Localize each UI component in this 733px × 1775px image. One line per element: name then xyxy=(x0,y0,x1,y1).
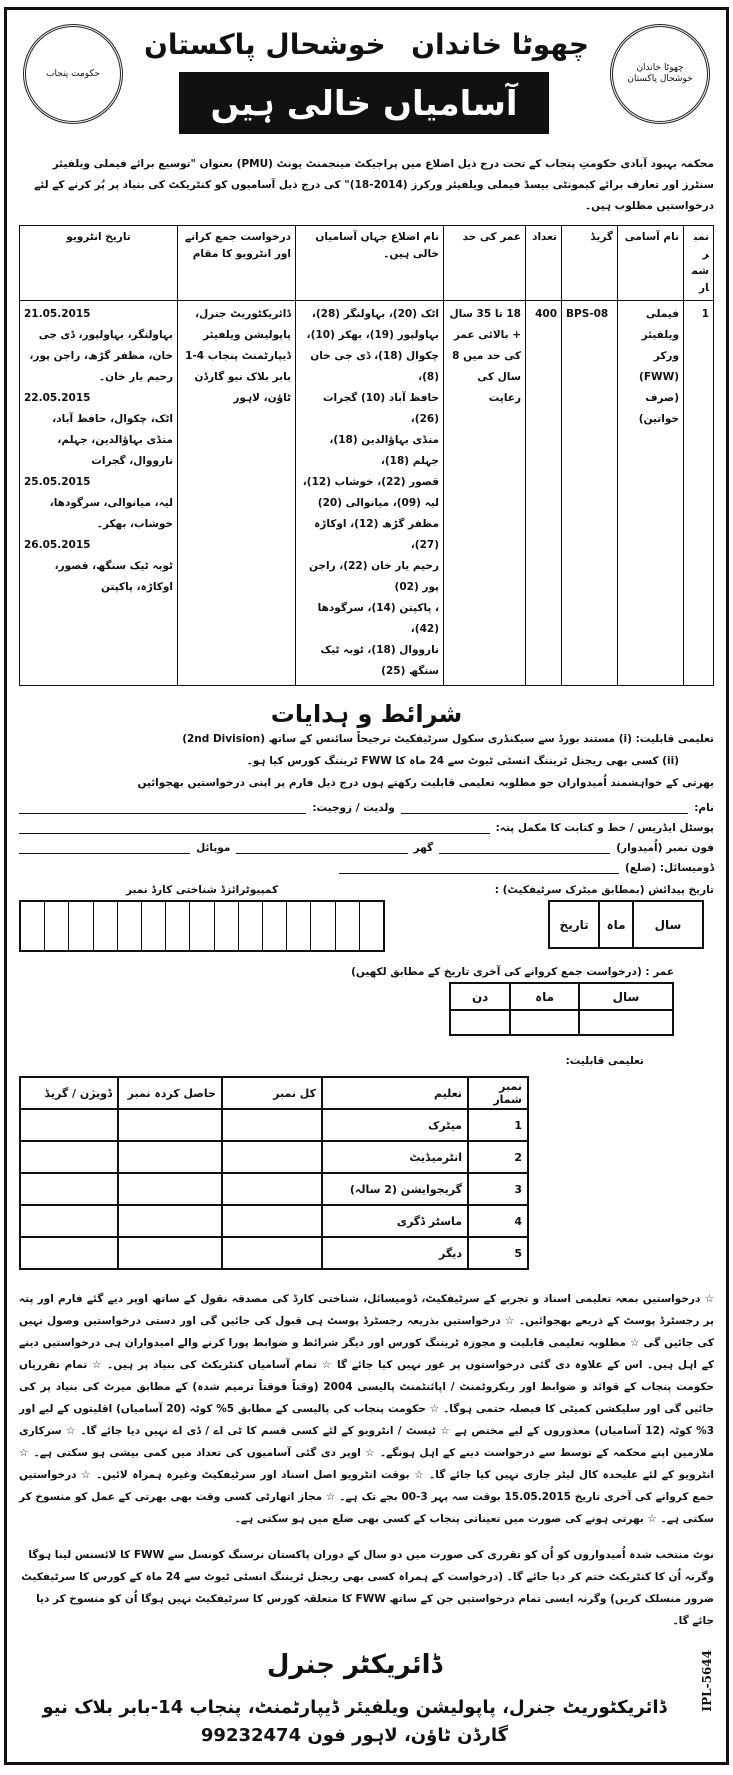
cell-location: ڈائریکٹوریٹ جنرل، پاپولیشن ویلفیئر ڈیپارٹمنٹ پنجاب 4-1 بابر بلاک نیو گارڈن ٹاؤن، لاہور xyxy=(178,301,296,686)
age-table[interactable] xyxy=(449,982,674,1036)
district-line: رحیم یار خان (22)، راجن پور (02) xyxy=(308,560,439,593)
phone-row xyxy=(19,840,714,854)
address-label: پوسٹل ایڈریس / خط و کتابت کا مکمل پتہ: xyxy=(495,822,714,834)
cnic-label: کمپیوٹرائزڈ شناختی کارڈ نمبر xyxy=(125,884,279,896)
col-obtained-marks: حاصل کردہ نمبر xyxy=(118,1077,222,1109)
education-table xyxy=(19,1076,529,1270)
cell-education: انٹرمیڈیٹ xyxy=(322,1141,468,1173)
phone-field[interactable] xyxy=(439,840,610,854)
signature: ڈائریکٹر جنرل xyxy=(266,1650,443,1680)
terms-title: شرائط و ہدایات xyxy=(270,700,463,728)
cell-districts xyxy=(296,301,444,686)
table-row[interactable] xyxy=(20,1205,528,1237)
age-year: سال xyxy=(579,983,673,1010)
interview-date: 25.05.2015 xyxy=(24,476,91,488)
dob-cnic-row xyxy=(19,884,714,952)
dob-month[interactable]: ماہ xyxy=(599,901,633,948)
home-phone-field[interactable] xyxy=(236,840,407,854)
cnic-boxes[interactable] xyxy=(19,900,385,952)
address-row xyxy=(19,820,714,834)
interview-date: 22.05.2015 xyxy=(24,392,91,404)
col-interview-date: تاریخ انٹرویو xyxy=(20,226,178,301)
signature-block xyxy=(19,1650,714,1750)
district-line: نارووال (18)، ٹوبہ ٹیک سنگھ (25) xyxy=(320,644,439,677)
col-sr: نمبر شمار xyxy=(468,1077,528,1109)
col-total-marks: کل نمبر xyxy=(222,1077,322,1109)
domicile-field[interactable] xyxy=(339,860,619,874)
table-row[interactable] xyxy=(20,1141,528,1173)
interview-districts: ٹوبہ ٹیک سنگھ، قصور، اوکاڑہ، پاکپتن xyxy=(54,560,173,593)
table-row[interactable] xyxy=(20,1109,528,1141)
home-label: گھر xyxy=(413,842,434,854)
punjab-govt-logo xyxy=(23,24,123,124)
col-education: تعلیم xyxy=(322,1077,468,1109)
father-field[interactable] xyxy=(19,800,306,814)
cell-sr: 3 xyxy=(468,1173,528,1205)
logo-text: حکومت پنجاب xyxy=(46,68,100,79)
footer-address: ڈائریکٹوریٹ جنرل، پاپولیشن ویلفیئر ڈیپارٹمنٹ، پنجاب 14-بابر بلاک نیو گارڈن ٹاؤن، لاہور فون 99232474 xyxy=(42,1697,667,1746)
mobile-field[interactable] xyxy=(19,840,190,854)
cell-count: 400 xyxy=(526,301,562,686)
district-line: منڈی بہاؤالدین (18)، جہلم (18)، xyxy=(329,434,439,467)
address-field[interactable] xyxy=(19,820,490,834)
cnic-block xyxy=(19,884,385,952)
col-division: ڈویژن / گریڈ xyxy=(20,1077,118,1109)
slogan-left: خوشحال پاکستان xyxy=(144,28,386,61)
district-line: بہاولپور (19)، بھکر (10)، xyxy=(306,329,439,341)
dob-label: تاریخ پیدائش (بمطابق میٹرک سرٹیفکیٹ) : xyxy=(494,884,714,896)
mobile-label: موبائل xyxy=(196,842,231,854)
district-line: اٹک (20)، بہاولنگر (28)، xyxy=(311,308,439,320)
dob-year[interactable]: سال xyxy=(633,901,703,948)
age-month-field[interactable] xyxy=(510,1010,579,1035)
jobs-table xyxy=(19,225,714,686)
dob-day[interactable]: تاریخ xyxy=(549,901,599,948)
cell-education: میٹرک xyxy=(322,1109,468,1141)
note-paragraph: نوٹ منتخب شدہ اُمیدواروں کو اُن کو تقرری کی صورت میں دو سال کے دوران پاکستان نرسنگ کونسل سے FWW کا لائسنس لینا ہوگا وگرنہ اُن کا کنٹریکٹ ختم کر دیا جائے گا۔ (درخواست کے ہمراہ کسی بھی ریجنل ٹریننگ انسٹی ٹیوٹ سے 24 ماہ کے کورس کا سرٹیفکیٹ ضرور منسلک کریں) وگرنہ ایسی تمام درخواستیں جن کے ساتھ FWW کا متعلقہ کورس کا سرٹیفکیٹ نہیں ہوگا اُن کو منسوخ کر دیا جائے گا۔ xyxy=(21,1549,714,1627)
table-header-row xyxy=(20,226,714,301)
interview-districts: بہاولنگر، بہاولپور، ڈی جی خان، مظفر گڑھ، راجن پور، رحیم یار خان۔ xyxy=(29,329,173,383)
dob-table[interactable] xyxy=(548,900,704,949)
interview-date: 26.05.2015 xyxy=(24,539,91,551)
district-line: چکوال (18)، ڈی جی خان (8)، xyxy=(310,350,439,383)
interview-districts: اٹک، چکوال، حافظ آباد، منڈی بہاؤالدین، جہلم، نارووال، گجرات xyxy=(52,413,173,467)
cell-sr: 2 xyxy=(468,1141,528,1173)
table-row xyxy=(20,301,714,686)
col-post: نام آسامی xyxy=(618,226,684,301)
apply-instruction: بھرتی کے خواہشمند اُمیدواران جو مطلوبہ تعلیمی قابلیت رکھتے ہوں درج ذیل فارم پر اپنی درخواستیں بھجوائیں xyxy=(137,777,714,789)
ipl-code: IPL-5644 xyxy=(700,1650,714,1712)
name-row xyxy=(19,800,714,814)
education-title: تعلیمی قابلیت: xyxy=(565,1055,644,1067)
cell-education: دیگر xyxy=(322,1237,468,1269)
population-welfare-logo xyxy=(610,24,710,124)
domicile-row xyxy=(19,860,714,874)
name-field[interactable] xyxy=(401,800,688,814)
cell-interviews xyxy=(20,301,178,686)
dob-block xyxy=(495,884,714,949)
col-age: عمر کی حد xyxy=(444,226,526,301)
qualification-1: تعلیمی قابلیت: (i) مستند بورڈ سے سیکنڈری سکول سرٹیفکیٹ ترجیحاً سائنس کے ساتھ (2nd Division) xyxy=(182,733,714,745)
slogan-right: چھوٹا خاندان xyxy=(411,28,589,61)
age-year-field[interactable] xyxy=(579,1010,673,1035)
col-count: تعداد xyxy=(526,226,562,301)
district-line: لیہ (09)، میانوالی (20) xyxy=(317,497,439,509)
col-grade: گریڈ xyxy=(562,226,618,301)
col-location: درخواست جمع کرانے اور انٹرویو کا مقام xyxy=(178,226,296,301)
age-label: عمر : (درخواست جمع کروانے کی آخری تاریخ کے مطابق لکھیں) xyxy=(351,966,674,978)
vacancies-banner: آسامیاں خالی ہیں xyxy=(179,72,549,134)
cell-education: ماسٹر ڈگری xyxy=(322,1205,468,1237)
cell-age: 18 تا 35 سال + بالائی عمر کی حد میں 8 سال کی رعایت xyxy=(444,301,526,686)
district-line: مظفر گڑھ (12)، اوکاڑہ (27)، xyxy=(314,518,439,551)
table-header-row xyxy=(20,1077,528,1109)
cell-grade: BPS-08 xyxy=(562,301,618,686)
district-line: حافظ آباد (10) گجرات (26)، xyxy=(322,392,439,425)
ad-border xyxy=(4,7,729,1765)
col-districts: نام اضلاع جہاں آسامیاں خالی ہیں۔ xyxy=(296,226,444,301)
table-row[interactable] xyxy=(20,1173,528,1205)
father-label: ولدیت / زوجیت: xyxy=(312,802,395,814)
name-label: نام: xyxy=(694,802,714,814)
age-day-field[interactable] xyxy=(450,1010,510,1035)
age-day: دن xyxy=(450,983,510,1010)
col-sr: نمبر شمار xyxy=(684,226,714,301)
cell-sr: 4 xyxy=(468,1205,528,1237)
cell-sr: 1 xyxy=(468,1109,528,1141)
table-row[interactable] xyxy=(20,1237,528,1269)
age-month: ماہ xyxy=(510,983,579,1010)
instructions-paragraph: ☆ درخواستیں بمعہ تعلیمی اسناد و تجربے کے سرٹیفکیٹ، ڈومیسائل، شناختی کارڈ کی مصدقہ نقول کے ساتھ اوپر دیے گئے فارم اور پتہ پر رجسٹرڈ پوسٹ کے ذریعے بھجوائیں۔ ☆ درخواستیں بذریعہ رجسٹرڈ پوسٹ ہی قبول کی جائیں گی اور دستی درخواستیں وصول نہیں کی جائیں گی ☆ مطلوبہ تعلیمی قابلیت و مجوزہ ٹریننگ کورس اور دیگر شرائط و ضوابط پورا کرنے والے امیدواران ہی درخواستیں دینے کے اہل ہیں۔ اس کے علاوہ دی گئی درخواستوں پر غور نہیں کیا جائے گا ☆ تمام آسامیاں کنٹریکٹ کی بنیاد پر ہیں۔ ☆ تمام تقرریاں حکومت پنجاب کے قوائد و ضوابط اور ریکروٹمنٹ / اپائنٹمنٹ پالیسی 2004 (وقتاً فوقتاً ترمیم شدہ) کے مطابق میرٹ کی بنیاد پر کی جائیں گی اور سلیکشن کمیٹی کا فیصلہ حتمی ہوگا۔ ☆ حکومت پنجاب کی پالیسی کے مطابق 5% کوٹہ (20 آسامیاں) اقلیتوں کے لیے اور 3% کوٹہ (12 آسامیاں) معذوروں کے لیے مختص ہے ☆ ٹیسٹ / انٹرویو کے لئے کسی قسم کا ٹی اے / ڈی اے نہیں دیا جائے گا۔ ☆ سرکاری ملازمین اپنے محکمہ کے توسط سے درخواست دینے کے اہل ہونگے۔ ☆ اوپر دی گئی آسامیوں کی تعداد میں کمی بیشی ہو سکتی ہے۔ ☆ انٹرویو کے لئے علیحدہ کال لیٹر جاری نہیں کیا جائے گا۔ ☆ بوقت انٹرویو اصل اسناد اور سرٹیفکیٹ وغیرہ ہمراہ لائیں۔ ☆ درخواستیں جمع کروانے کی آخری تاریخ 15.05.2015 بوقت سہ پہر 3-00 بجے تک ہے۔ ☆ مجاز اتھارٹی کسی وقت بھی بھرتی کے عمل کو منسوخ کر سکتی ہے۔ ☆ بھرتی ہونے کی صورت میں تعیناتی پنجاب کے کسی بھی ضلع میں ہو سکتی ہے۔ xyxy=(19,1293,714,1525)
cell-sr: 5 xyxy=(468,1237,528,1269)
logo-text: چھوٹا خاندان خوشحال پاکستان xyxy=(627,63,693,84)
cell-education: گریجوایشن (2 سالہ) xyxy=(322,1173,468,1205)
domicile-label: ڈومیسائل: (ضلع) xyxy=(625,862,714,874)
qualification-2: (ii) کسی بھی ریجنل ٹریننگ انسٹی ٹیوٹ سے 24 ماہ کا FWW ٹریننگ کورس کیا ہو۔ xyxy=(246,755,679,767)
age-block xyxy=(19,966,714,1036)
interview-districts: لیہ، میانوالی، سرگودھا، خوشاب، بھکر۔ xyxy=(49,497,173,530)
district-line: ، پاکپتن (14)، سرگودھا (42)، xyxy=(317,602,439,635)
header xyxy=(19,20,714,148)
cell-sr: 1 xyxy=(684,301,714,686)
cell-post: فیملی ویلفیئر ورکر (FWW) (صرف خواتین) xyxy=(618,301,684,686)
intro-paragraph: محکمہ بہبود آبادی حکومتِ پنجاب کے تحت درج ذیل اضلاع میں پراجیکٹ مینجمنٹ یونٹ (PMU) بعنوان "توسیع برائے فیملی ویلفیئر سنٹرز اور تعارف برائے کیمونٹی بیسڈ فیملی ویلفیئر ورکرز (2014-18)" کی درج ذیل آسامیوں کو کنٹریکٹ کی بنیاد پر پُر کرنے کے لئے درخواستیں مطلوب ہیں۔ xyxy=(34,158,714,212)
interview-date: 21.05.2015 xyxy=(24,308,91,320)
district-line: قصور (22)، خوشاب (12)، xyxy=(302,476,439,488)
phone-label: فون نمبر (اُمیدوار) xyxy=(616,842,714,854)
